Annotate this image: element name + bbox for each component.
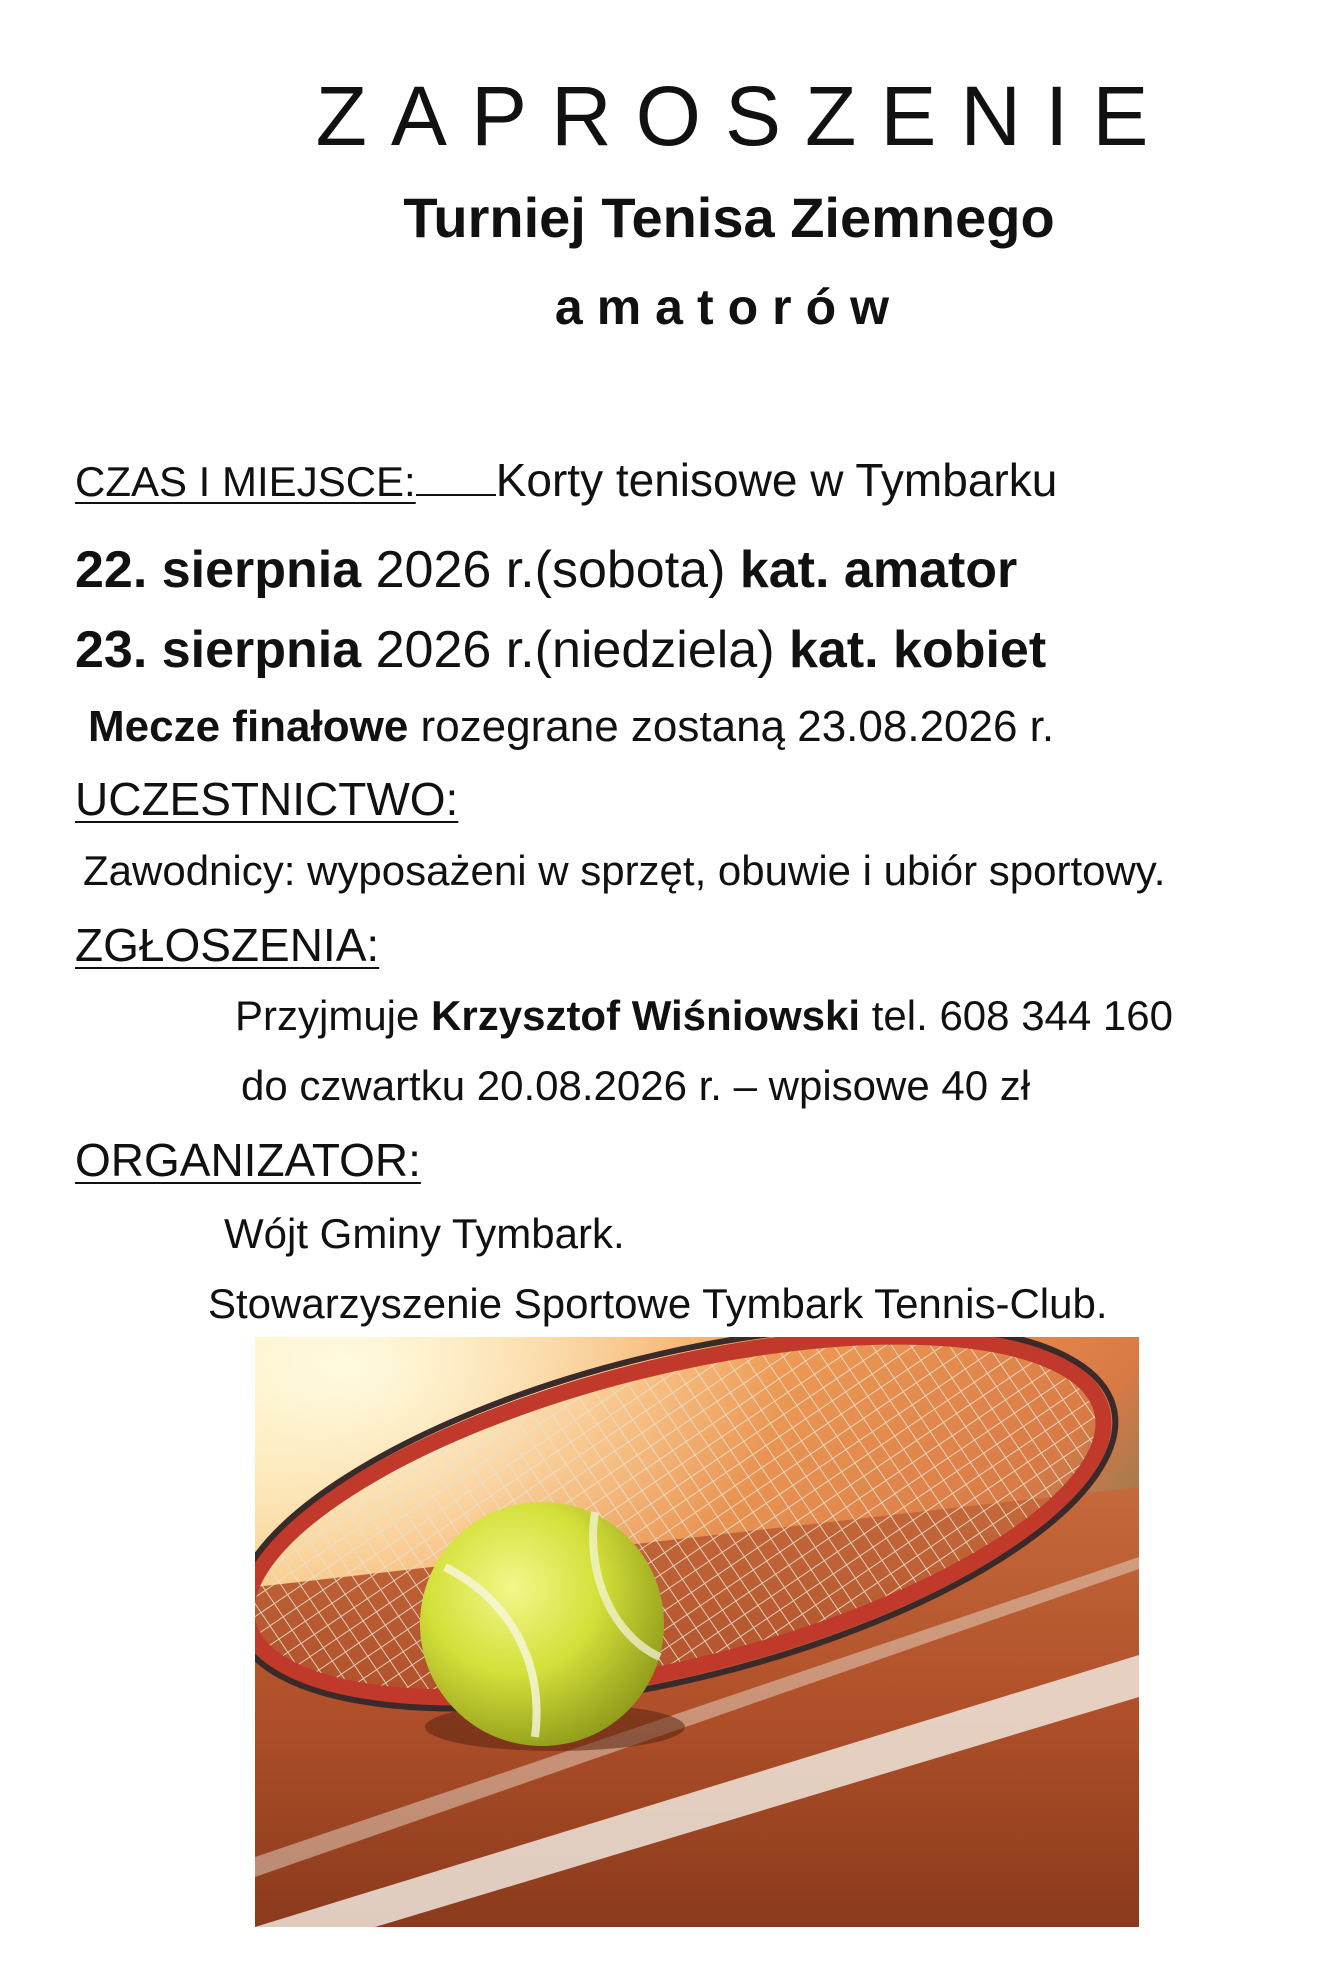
- tournament-name: Turniej Tenisa Ziemnego: [403, 186, 1055, 249]
- date-row-1: [75, 540, 1017, 600]
- page-title: ZAPROSZENIE: [315, 69, 1173, 163]
- tennis-ball: [420, 1502, 664, 1746]
- date-year: 2026 r.(sobota): [375, 541, 726, 599]
- finals-label: Mecze finałowe: [88, 702, 409, 751]
- contact-phone: tel. 608 344 160: [871, 992, 1174, 1039]
- time-place-label: CZAS I MIEJSCE:: [75, 458, 416, 505]
- registration-heading: ZGŁOSZENIA:: [75, 919, 380, 971]
- date-row-2: [75, 620, 1046, 680]
- date-day: 22. sierpnia: [75, 541, 362, 599]
- finals-row: [88, 702, 1054, 752]
- time-place-row: [75, 453, 1057, 507]
- tennis-photo: [255, 1337, 1139, 1927]
- time-place-value: Korty tenisowe w Tymbarku: [495, 454, 1058, 506]
- date-year: 2026 r.(niedziela): [375, 621, 775, 679]
- tennis-ball-racket-illustration: [255, 1337, 1139, 1927]
- tournament-category: amatorów: [554, 279, 904, 335]
- contact-name: Krzysztof Wiśniowski: [431, 992, 861, 1039]
- organizer-heading: ORGANIZATOR:: [75, 1134, 421, 1186]
- registration-line-2: do czwartku 20.08.2026 r. – wpisowe 40 zł: [241, 1062, 1031, 1109]
- organizer-line-2: Stowarzyszenie Sportowe Tymbark Tennis-Club.: [208, 1280, 1108, 1327]
- registration-prefix: Przyjmuje: [235, 992, 420, 1039]
- date-category: kat. amator: [739, 541, 1018, 599]
- date-category: kat. kobiet: [788, 621, 1047, 679]
- participation-heading: UCZESTNICTWO:: [75, 773, 459, 825]
- label-underline: [416, 458, 496, 496]
- participation-text: Zawodnicy: wyposażeni w sprzęt, obuwie i ubiór sportowy.: [83, 847, 1166, 894]
- date-day: 23. sierpnia: [75, 621, 362, 679]
- registration-line-1: [235, 992, 1173, 1040]
- organizer-line-1: Wójt Gminy Tymbark.: [224, 1210, 625, 1257]
- finals-text: rozegrane zostaną 23.08.2026 r.: [420, 702, 1055, 751]
